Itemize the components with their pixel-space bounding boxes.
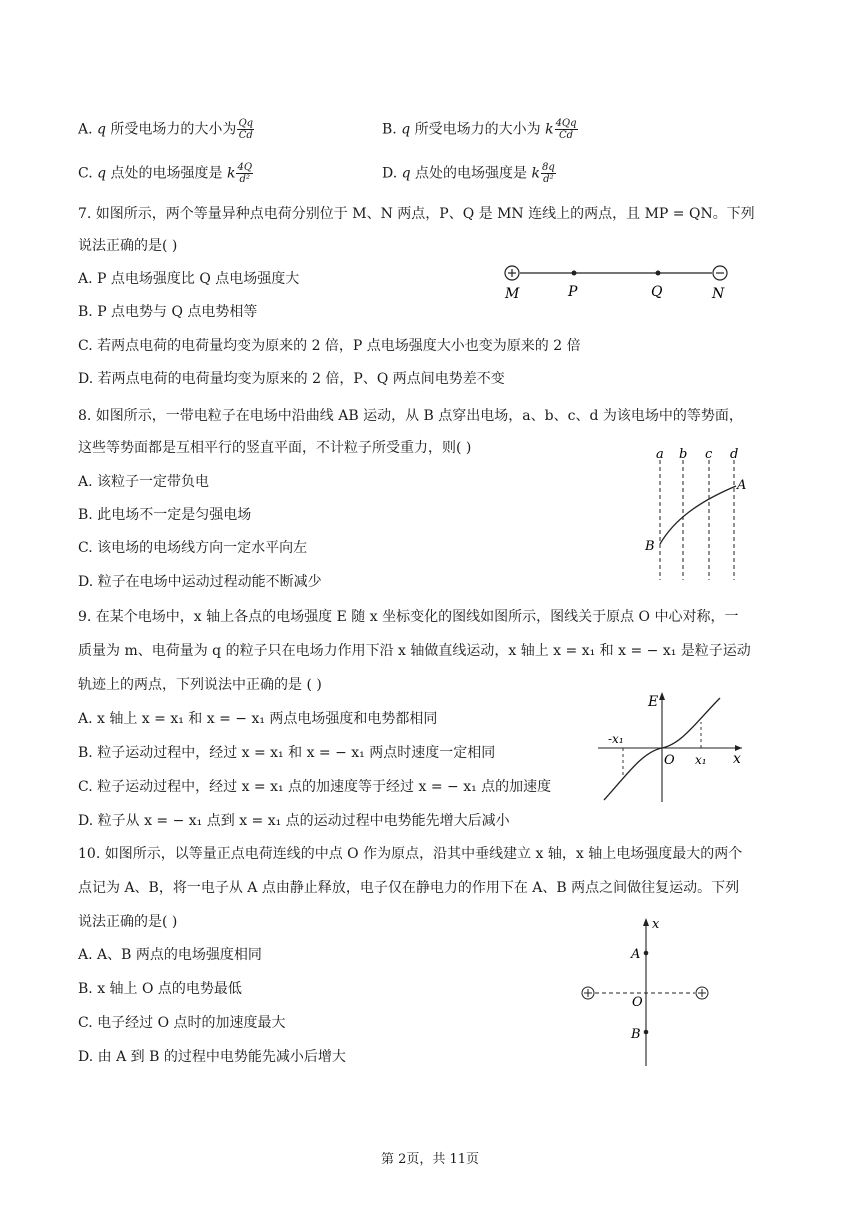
q7-figure [500,262,736,302]
q9-label-e: E [648,694,659,710]
q7-label-m: M [505,286,520,302]
q7-stem-line1: 7. 如图所示，两个等量异种点电荷分别位于 M、N 两点，P、Q 是 MN 连线上的两点，且 MP = QN。下列 [78,206,755,222]
q9-label-x1: x₁ [695,753,707,767]
q9-option-a: A. x 轴上 x = x₁ 和 x = − x₁ 两点电场强度和电势都相同 [78,711,438,727]
q6-option-c: C. q 点处的电场强度是 k $\frac{4Q}{\text{d²}}$ [78,162,253,185]
q10-stem-line3: 说法正确的是( ) [78,914,178,930]
q8-point-a: A [737,478,747,493]
q6-option-d: D. q 点处的电场强度是 k $\frac{8q}{\text{d²}}$ [382,162,555,185]
q10-label-x: x [652,917,660,932]
q10-option-a: A. A、B 两点的电场强度相同 [78,947,262,963]
q6-option-b: B. q 所受电场力的大小为 k $\frac{4Qq}{Cd}$ [382,118,577,141]
q10-option-d: D. 由 A 到 B 的过程中电势能先减小后增大 [78,1049,346,1065]
q7-option-a: A. P 点电场强度比 Q 点电场强度大 [78,271,300,287]
q8-option-a: A. 该粒子一定带负电 [78,474,210,490]
q10-stem-line2: 点记为 A、B，将一电子从 A 点由静止释放，电子仅在静电力的作用下在 A、B 两点之间做往复运动。下列 [78,880,740,896]
q8-point-b: B [645,539,655,554]
q10-label-o: O [632,995,643,1010]
q8-figure [640,446,756,582]
q7-option-c: C. 若两点电荷的电荷量均变为原来的 2 倍，P 点电场强度大小也变为原来的 2 倍 [78,338,581,354]
q9-option-b: B. 粒子运动过程中，经过 x = x₁ 和 x = − x₁ 两点时速度一定相同 [78,745,496,761]
q10-stem-line1: 10. 如图所示，以等量正点电荷连线的中点 O 作为原点，沿其中垂线建立 x 轴，x 轴上电场强度最大的两个 [78,846,743,862]
q8-label-b: b [679,447,688,462]
q8-option-b: B. 此电场不一定是匀强电场 [78,507,252,523]
q9-label-neg-x1: -x₁ [608,732,624,746]
q7-stem-line2: 说法正确的是( ) [78,238,178,254]
q10-label-b: B [631,1027,641,1042]
q9-label-x: x [733,751,741,767]
q7-option-b: B. P 点电势与 Q 点电势相等 [78,304,258,320]
q9-figure [592,690,748,805]
q7-option-d: D. 若两点电荷的电荷量均变为原来的 2 倍，P、Q 两点间电势差不变 [78,371,505,387]
page-footer: 第 2页，共 11页 [380,1152,480,1167]
q7-label-q: Q [651,284,663,300]
q7-label-p: P [568,284,578,300]
q10-option-c: C. 电子经过 O 点时的加速度最大 [78,1015,286,1031]
q8-label-a: a [656,447,664,462]
q8-label-c: c [705,447,713,462]
q7-label-n: N [712,286,725,302]
q8-stem-line2: 这些等势面都是互相平行的竖直平面，不计粒子所受重力，则( ) [78,440,472,456]
q8-stem-line1: 8. 如图所示，一带电粒子在电场中沿曲线 AB 运动，从 B 点穿出电场，a、b、c、d 为该电场中的等势面， [78,408,743,424]
q6-option-a: A. q 所受电场力的大小为 $\frac{Qq}{Cd}$ [78,118,254,141]
q9-stem-line2: 质量为 m、电荷量为 q 的粒子只在电场力作用下沿 x 轴做直线运动，x 轴上 x = x₁ 和 x = − x₁ 是粒子运动 [78,643,751,659]
q10-label-a: A [631,947,641,962]
q9-stem-line3: 轨迹上的两点，下列说法中正确的是 ( ) [78,677,322,693]
q9-label-o: O [664,753,675,768]
q8-label-d: d [730,447,739,462]
q9-option-d: D. 粒子从 x = − x₁ 点到 x = x₁ 点的运动过程中电势能先增大后减小 [78,813,510,829]
q9-option-c: C. 粒子运动过程中，经过 x = x₁ 点的加速度等于经过 x = − x₁ 点的加速度 [78,779,552,795]
q10-figure [576,914,716,1070]
q8-option-d: D. 粒子在电场中运动过程动能不断减少 [78,574,322,590]
q10-option-b: B. x 轴上 O 点的电势最低 [78,981,242,997]
q8-option-c: C. 该电场的电场线方向一定水平向左 [78,540,308,556]
q9-stem-line1: 9. 在某个电场中，x 轴上各点的电场强度 E 随 x 坐标变化的图线如图所示，图线关于原点 O 中心对称，一 [78,609,739,625]
